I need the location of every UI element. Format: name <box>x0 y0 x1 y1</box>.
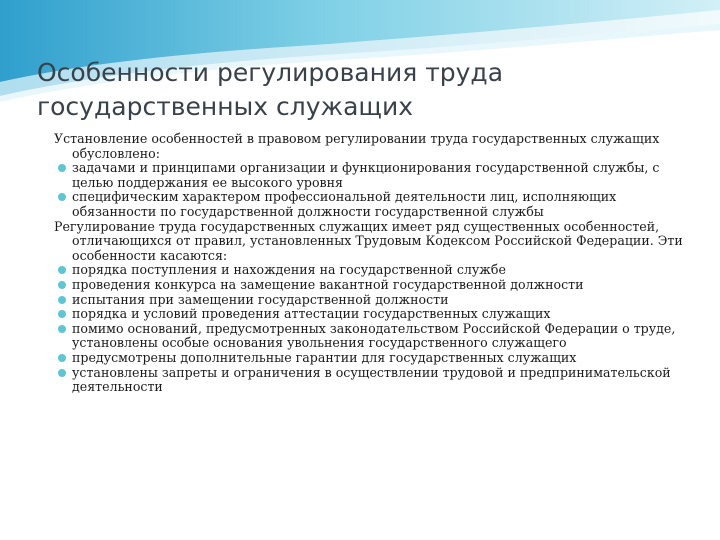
bullet-text: порядка и условий проведения аттестации государственных служащих <box>72 306 551 322</box>
bullet-dot-icon <box>58 164 66 172</box>
bullet-dot-icon <box>58 193 66 201</box>
bullet-text: установлены запреты и ограничения в осуществлении трудовой и предпринимательской деятельности <box>72 364 671 395</box>
regulation-paragraph: Регулирование труда государственных служащих имеет ряд существенных особенностей, отличающихся от правил, установленных Трудовым Кодексом Российской Федерации. Эти особенности касаются: <box>54 218 683 263</box>
bullet-text: порядка поступления и нахождения на государственной службе <box>72 262 506 278</box>
intro-paragraph: Установление особенностей в правовом регулировании труда государственных служащих обусловлено: <box>54 131 660 161</box>
slide-title <box>37 56 697 124</box>
bullet-dot-icon <box>58 354 66 362</box>
bullet-item <box>54 190 694 219</box>
bullet-dot-icon <box>58 281 66 289</box>
bullet-dot-icon <box>58 266 66 274</box>
bullet-text: задачами и принципами организации и функционирования государственной службы, с целью поддержания ее высокого уровня <box>72 160 660 190</box>
slide-title-line-2: государственных служащих <box>37 92 413 121</box>
bullet-item <box>54 278 694 293</box>
bullet-item <box>54 263 694 278</box>
bullet-text: предусмотрены дополнительные гарантии для государственных служащих <box>72 349 577 365</box>
slide-body <box>54 132 694 395</box>
bullet-dot-icon <box>58 325 66 333</box>
bullet-item <box>54 293 694 308</box>
bullet-dot-icon <box>58 369 66 377</box>
bullet-item <box>54 161 694 190</box>
bullet-item <box>54 322 694 351</box>
bullet-dot-icon <box>58 296 66 304</box>
bullet-item <box>54 351 694 366</box>
bullet-text: специфическим характером профессиональной деятельности лиц, исполняющих обязанности по государственной должности государственной службы <box>72 189 617 219</box>
slide-title-line-1: Особенности регулирования труда <box>37 58 504 87</box>
bullet-text: проведения конкурса на замещение вакантной государственной должности <box>72 276 584 292</box>
bullet-item <box>54 366 694 395</box>
bullet-text: помимо оснований, предусмотренных законодательством Российской Федерации о труде, установлены особые основания увольнения государственного служащего <box>72 320 676 351</box>
bullet-dot-icon <box>58 310 66 318</box>
bullet-item <box>54 307 694 322</box>
bullet-text: испытания при замещении государственной должности <box>72 291 449 307</box>
